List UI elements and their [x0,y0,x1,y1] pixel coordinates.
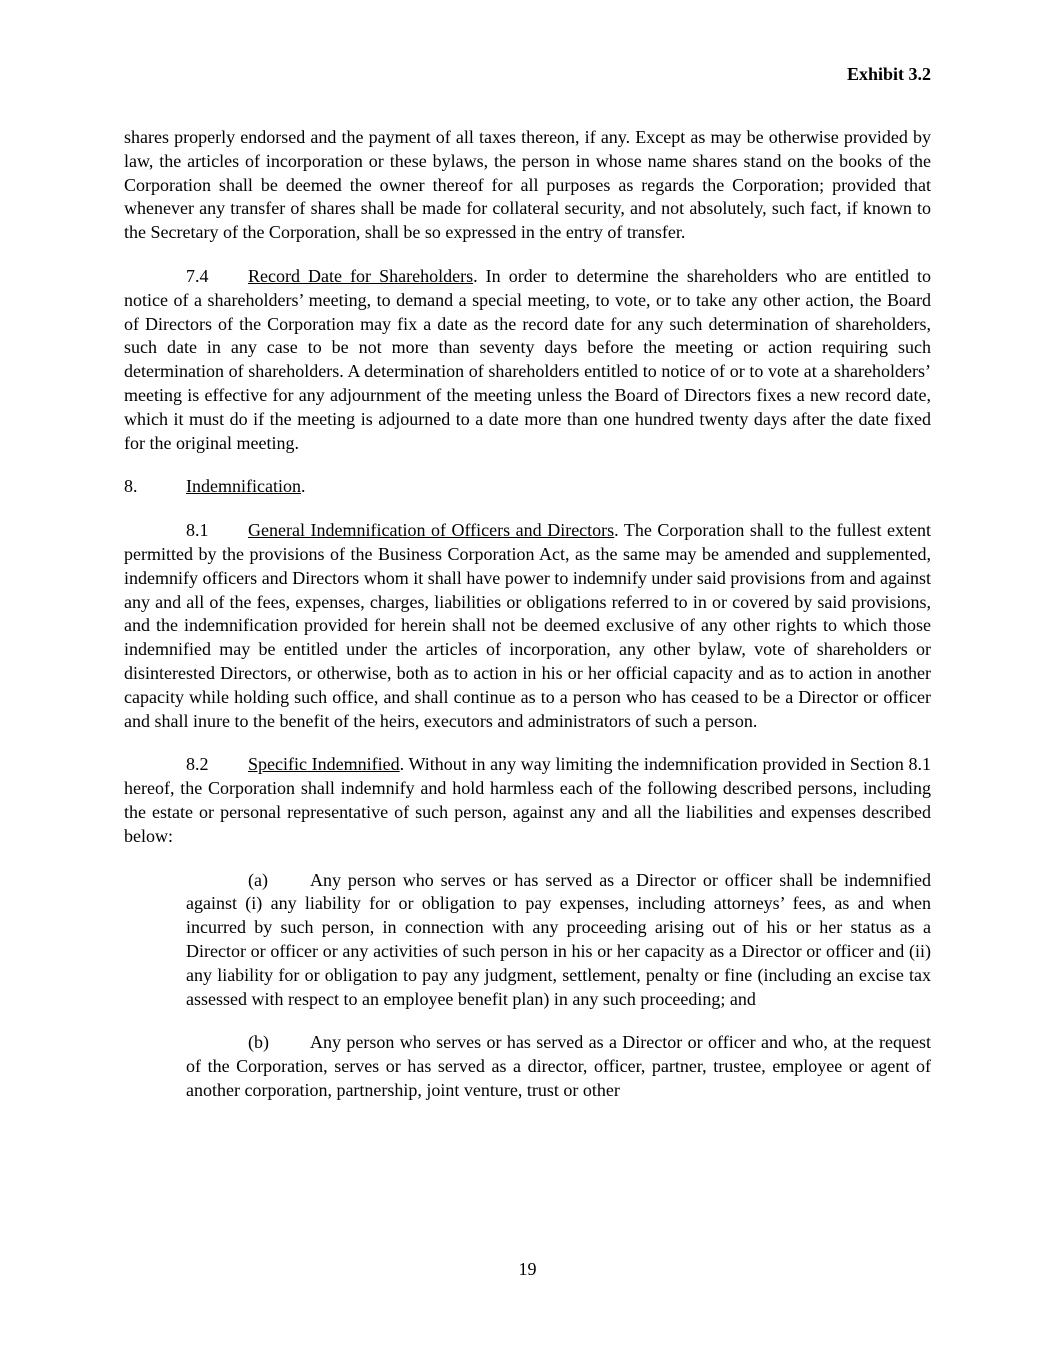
section-7-4 [124,265,931,455]
section-8-heading [124,475,931,499]
paragraph-text: shares properly endorsed and the payment of all taxes thereon, if any. Except as may be otherwise provided by law, the articles of incorporation or these bylaws, the person in whose name shares stand on the books of the Corporation shall be deemed the owner thereof for all purposes as regards the Corporation; provided that whenever any transfer of shares shall be made for collateral security, and not absolutely, such fact, if known to the Secretary of the Corporation, shall be so expressed in the entry of transfer. [124,127,931,243]
subsection-b [186,1031,931,1102]
section-8-1 [124,519,931,733]
section-text: . In order to determine the shareholders who are entitled to notice of a shareholders’ meeting, to demand a special meeting, to vote, or to take any other action, the Board of Directors of the Corporation may fix a date as the record date for any such determination of shareholders, such date in any case to be not more than seventy days before the meeting or action requiring such determination of shareholders. A determination of shareholders entitled to notice of or to vote at a shareholders’ meeting is effective for any adjournment of the meeting unless the Board of Directors fixes a new record date, which it must do if the meeting is adjourned to a date more than one hundred twenty days after the date fixed for the original meeting. [124,265,931,453]
section-title: Record Date for Shareholders [248,265,474,286]
subsection-a [186,869,931,1012]
paragraph-continuation [124,126,931,245]
section-number: 8.1 [186,520,209,541]
section-text: . Without in any way limiting the indemnification provided in Section 8.1 hereof, the Corporation shall indemnify and hold harmless each of the following described persons, including the estate or personal representative of such person, against any and all the liabilities and expenses described below: [124,754,931,846]
section-8-2 [124,753,931,848]
page-number: 19 [518,1259,537,1279]
subsection-text: Any person who serves or has served as a Director or officer and who, at the request of the Corporation, serves or has served as a director, officer, partner, trustee, employee or agent of another corporation, partnership, joint venture, trust or other [186,1032,931,1100]
subsection-number: (a) [248,869,268,890]
section-text: . The Corporation shall to the fullest extent permitted by the provisions of the Business Corporation Act, as the same may be amended and supplemented, indemnify officers and Directors whom it shall have power to indemnify under said provisions from and against any and all of the fees, expenses, charges, liabilities or obligations referred to in or covered by said provisions, and the indemnification provided for herein shall not be deemed exclusive of any other rights to which those indemnified may be entitled under the articles of incorporation, any other bylaw, vote of shareholders or disinterested Directors, or otherwise, both as to action in his or her official capacity and as to action in another capacity while holding such office, and shall continue as to a person who has ceased to be a Director or officer and shall inure to the benefit of the heirs, executors and administrators of such a person. [124,520,931,731]
subsection-text: Any person who serves or has served as a Director or officer shall be indemnified against (i) any liability for or obligation to pay expenses, including attorneys’ fees, as and when incurred by such person, in connection with any proceeding arising out of his or her status as a Director or officer or any activities of such person in his or her capacity as a Director or officer and (ii) any liability for or obligation to pay any judgment, settlement, penalty or fine (including an excise tax assessed with respect to an employee benefit plan) in any such proceeding; and [186,869,931,1009]
section-number: 8. [124,476,138,497]
section-number: 8.2 [186,754,209,775]
section-title: Specific Indemnified [248,754,400,775]
document-body [124,126,931,1123]
section-title-suffix: . [300,476,306,497]
section-title: General Indemnification of Officers and Directors [248,520,615,541]
section-title: Indemnification [186,476,301,497]
section-number: 7.4 [186,265,209,286]
exhibit-label: Exhibit 3.2 [846,64,931,84]
subsection-number: (b) [248,1032,269,1053]
